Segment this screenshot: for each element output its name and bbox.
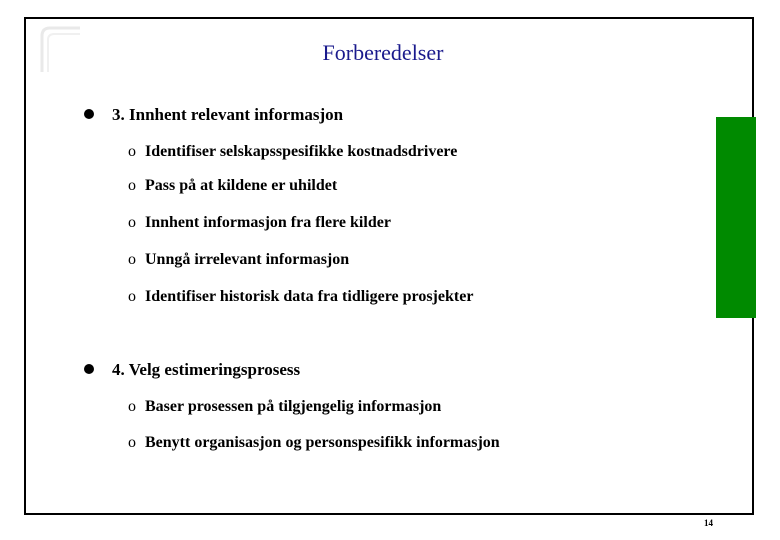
bullet-dot-icon bbox=[84, 109, 94, 119]
bullet-o-icon: o bbox=[128, 177, 136, 194]
bullet-o-icon: o bbox=[128, 288, 136, 305]
bullet-o-icon: o bbox=[128, 143, 136, 160]
list-item: o Pass på at kildene er uhildet bbox=[128, 175, 708, 197]
page-number: 14 bbox=[704, 518, 713, 528]
section-heading: 4. Velg estimeringsprosess bbox=[84, 359, 704, 381]
list-item: o Identifiser selskapsspesifikke kostnadsdrivere bbox=[128, 141, 708, 163]
accent-bar bbox=[716, 117, 756, 318]
list-item: o Unngå irrelevant informasjon bbox=[128, 249, 708, 271]
section-heading: 3. Innhent relevant informasjon bbox=[84, 104, 704, 126]
list-item: o Innhent informasjon fra flere kilder bbox=[128, 212, 708, 234]
list-item: o Baser prosessen på tilgjengelig informasjon bbox=[128, 396, 708, 418]
bullet-o-icon: o bbox=[128, 434, 136, 451]
bullet-o-icon: o bbox=[128, 398, 136, 415]
list-item: o Identifiser historisk data fra tidligere prosjekter bbox=[128, 286, 708, 308]
slide-title: Forberedelser bbox=[322, 40, 444, 65]
bullet-dot-icon bbox=[84, 364, 94, 374]
bullet-o-icon: o bbox=[128, 251, 136, 268]
bullet-o-icon: o bbox=[128, 214, 136, 231]
list-item: o Benytt organisasjon og personspesifikk informasjon bbox=[128, 432, 708, 454]
